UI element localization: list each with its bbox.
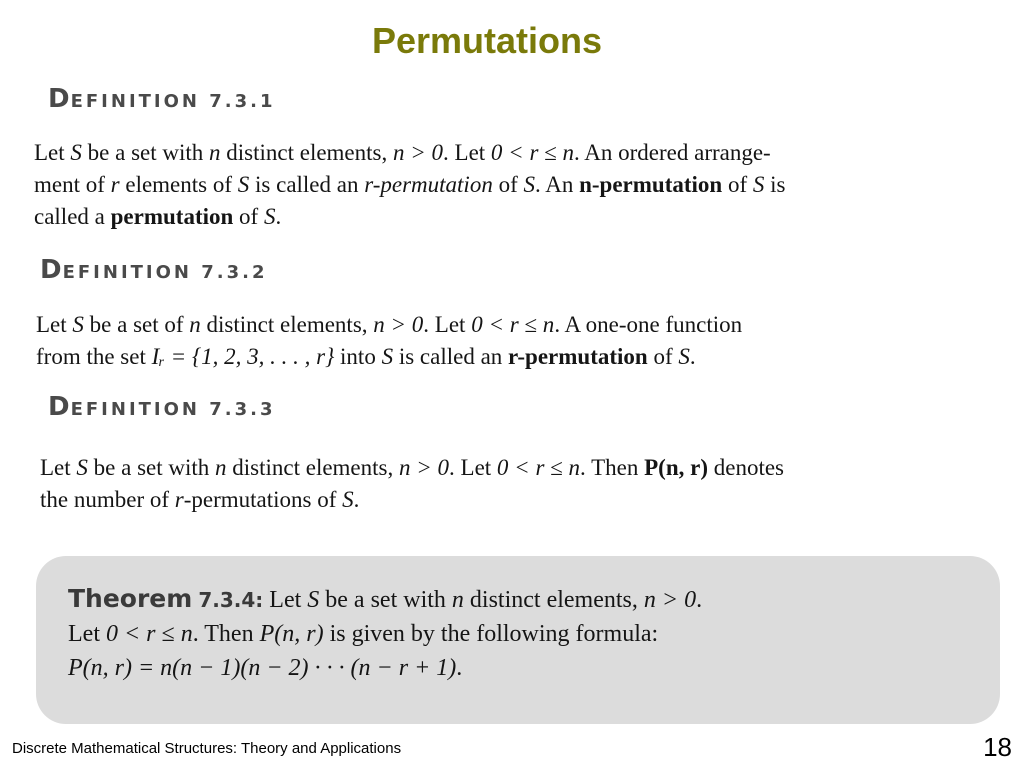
theorem-box	[36, 556, 1000, 724]
theorem-line: Let 0 < r ≤ n. Then P(n, r) is given by the following formula:	[68, 621, 659, 647]
definition-line: Let S be a set of n distinct elements, n > 0. Let 0 < r ≤ n. A one-one function	[36, 312, 743, 337]
definition-heading-initial: D	[40, 255, 63, 285]
definition-line: from the set Iᵣ = {1, 2, 3, . . . , r} into S is called an r-permutation of S.	[36, 344, 696, 369]
definition-heading-rest: EFINITION 7.3.1	[70, 91, 276, 112]
definition-body-7-3-2	[36, 309, 742, 373]
theorem-line: Theorem 7.3.4: Let S be a set with n distinct elements, n > 0.	[68, 584, 703, 613]
definition-line: Let S be a set with n distinct elements, n > 0. Let 0 < r ≤ n. An ordered arrange-	[34, 140, 771, 165]
footer-text: Discrete Mathematical Structures: Theory and Applications	[12, 740, 402, 757]
definition-line: the number of r-permutations of S.	[40, 487, 360, 512]
definition-heading-7-3-2	[40, 255, 268, 285]
definition-heading-rest: EFINITION 7.3.2	[62, 262, 268, 283]
theorem-number: 7.3.4:	[198, 588, 264, 612]
definition-body-7-3-1	[34, 137, 785, 233]
definition-heading-7-3-1	[48, 84, 276, 114]
definition-line: ment of r elements of S is called an r-permutation of S. An n-permutation of S is	[34, 172, 786, 197]
definition-line: called a permutation of S.	[34, 204, 282, 229]
theorem-formula: P(n, r) = n(n − 1)(n − 2) · · · (n − r + 1).	[68, 655, 463, 681]
definition-line: Let S be a set with n distinct elements, n > 0. Let 0 < r ≤ n. Then P(n, r) denotes	[40, 455, 785, 480]
definition-heading-7-3-3	[48, 392, 276, 422]
definition-heading-initial: D	[48, 392, 71, 422]
theorem-label: Theorem	[68, 584, 193, 613]
definition-heading-initial: D	[48, 84, 71, 114]
definition-heading-rest: EFINITION 7.3.3	[70, 399, 276, 420]
definition-body-7-3-3	[40, 452, 784, 516]
page-number: 18	[983, 732, 1012, 762]
theorem-text	[68, 582, 702, 685]
slide-title: Permutations	[371, 20, 603, 61]
